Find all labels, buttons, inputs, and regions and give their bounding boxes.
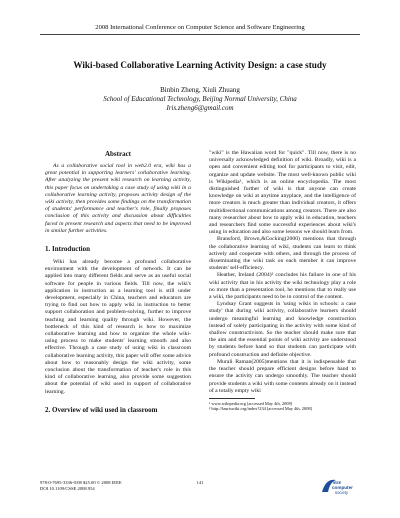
logo-text-top: computer	[332, 485, 353, 490]
footnote: ¹ www.wikipedia.org [accessed May 4th, 2008]	[209, 400, 293, 406]
isbn-line: 978-0-7695-3336-0/08 $25.00 © 2008 IEEE	[40, 480, 122, 485]
abstract-text: As a collaborative social tool in web2.0 era, wiki has a great potential in supporting learners' collaborative learning. After analyzing the present wiki research on learning activity, this paper focus on undertaking a case study of using wiki in a collaborative learning activity, proposes activity design of the wiki activity, then provides some findings on the transformation of students' performance and teacher's role, finally proposes conclusion of this activity and discussion about difficulties faced in present research and aspects that need to be improved in similar further activities.	[45, 163, 191, 234]
header-rule	[40, 34, 360, 35]
section-heading-introduction: 1. Introduction	[45, 245, 90, 254]
author-affiliation: School of Educational Technology, Beijing Normal University, China	[103, 95, 297, 103]
author-block	[40, 86, 360, 113]
left-column	[45, 150, 191, 420]
conference-header: 2008 International Conference on Computer Science and Software Engineering	[95, 24, 305, 31]
paper-title: Wiki-based Collaborative Learning Activity Design: a case study	[73, 60, 327, 70]
right-column	[209, 150, 356, 412]
footnote: ² http://lauriswiki.org/index?234 [accessed May 4th, 2008]	[209, 406, 313, 412]
footnote-rule	[209, 398, 255, 399]
page-number: 141	[196, 480, 204, 485]
section-heading-overview: 2. Overview of wiki used in classroom	[45, 405, 158, 414]
doi-line: DOI 10.1109/CSSE.2008.954	[40, 486, 95, 491]
author-email: Iris.zheng6@gmail.com	[166, 104, 234, 112]
body-paragraph: Murali Raman(2005)mentions that it is indispensable that the teacher should prepare efficient designs before hand to ensure the activity can undergo smoothly. The teacher should provide students a wiki with some contents already on it instead of a totally empty wiki	[209, 358, 356, 394]
logo-brand-text: IEEE	[333, 481, 342, 485]
body-paragraph: "wiki" is the Hawaiian word for "quick". Till now, there is no universally acknowledged definition of wiki. Broadly, wiki is a open and convenient editing tool for participants to visit, edit, organize and update website. The most well-known public wiki is Wikipedia¹, which is an online encyclopedia. The most distinguished further of wiki is that anyone can create knowledge on wiki at anytime anyplace, and the intelligence of more creators is much greater than individual creators, it offers multidirectional communications among creators. There are also many researcher about how to apply wiki in education, teachers and researchers find some successful experiences about wiki's using in education and also some lessons we should learn from.	[209, 150, 356, 236]
introduction-paragraph: Wiki has already become a profound collaborative environment with the development of network. It can be applied into many different fields and serve as an useful social software for people in various fields. Till now, the wiki's application in instruction as a learning tool is still under development, especially in China, teachers and educators are trying to find out how to apply wiki in instruction to better support collaboration and problem-solving, further to improve teaching and learning quality through wiki. However, the bottleneck of this kind of research is how to maximize collaborative learning and how to organize the whole wiki-using process to make students' learning smooth and also effective. Through a case study of using wiki in classroom collaborative learning activity, this paper will offer some advice about how to reasonably design the wiki activity, some conclusion about the transformation of teacher's role in this kind of collaborative learning, also provide some suggestion about the potential of wiki used in support of collaborative learning.	[45, 259, 191, 395]
logo-text-bottom: society	[335, 490, 349, 495]
ieee-computer-society-logo	[320, 476, 356, 498]
abstract-heading: Abstract	[104, 150, 132, 158]
footer-publication-info	[40, 480, 180, 492]
author-names: Binbin Zheng, Xiuli Zhuang	[160, 86, 240, 94]
body-paragraph: Lyndsay Grant suggests in 'using wikis in schools: a case study' that during wiki activity, collaborative learners should undergo meaningful learning and knowledge construction instead of solely participating in the activity with some kind of shallow constructivism. So the teacher should make sure that the aim and the essential points of wiki activity are understood by students before hand so that students can participate with profound construction and definite objective.	[209, 301, 356, 358]
logo-graphic	[320, 476, 356, 498]
body-paragraph: Bransford, Brown,&Cocking(2000) mentions that through the collaborative learning of wiki, students can learn to think actively and cooperate with others, and through the process of disseminating the wiki task on each member it can improve students' self-efficiency.	[209, 236, 356, 272]
body-paragraph: Heather, Ireland (2004)² concludes his failure in one of his wiki activity that in his activity the wiki technology play a role no more than a presentation tool, he mentions that to really use a wiki, the participants need to be in control of the content.	[209, 272, 356, 301]
